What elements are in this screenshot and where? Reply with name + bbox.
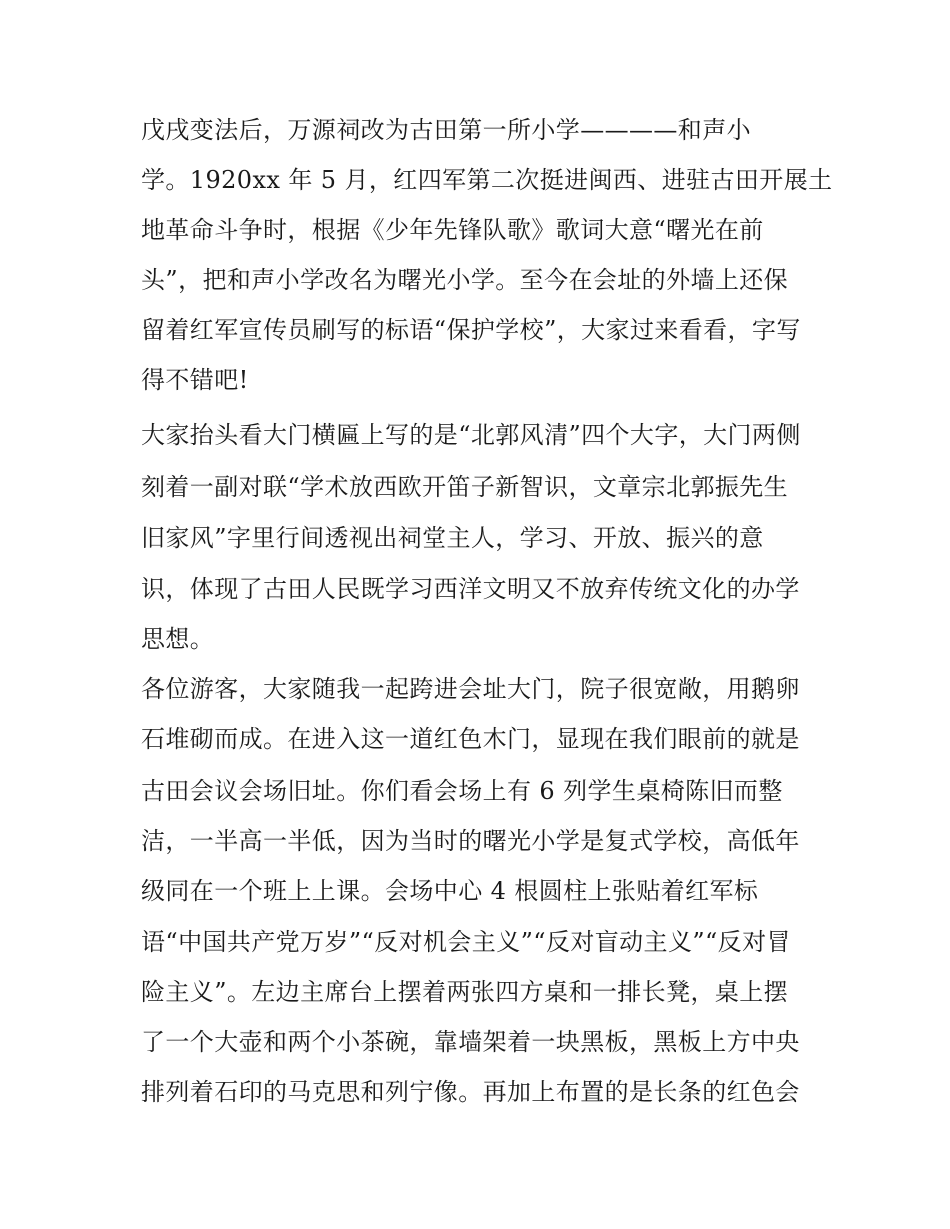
text-line: 留着红军宣传员刷写的标语“保护学校”，大家过来看看，字写: [141, 316, 801, 344]
text-line: 地革命斗争时，根据《少年先锋队歌》歌词大意“曙光在前: [141, 216, 764, 244]
text-line: 戊戌变法后，万源祠改为古田第一所小学————和声小: [141, 116, 751, 144]
text-line: 古田会议会场旧址。你们看会场上有 6 列学生桌椅陈旧而整: [141, 777, 783, 805]
text-line: 各位游客，大家随我一起跨进会址大门，院子很宽敞，用鹅卵: [141, 675, 800, 703]
text-line: 旧家风”字里行间透视出祠堂主人，学习、开放、振兴的意: [141, 524, 764, 552]
text-line: 级同在一个班上上课。会场中心 4 根圆柱上张贴着红军标: [141, 877, 759, 905]
text-line: 语“中国共产党万岁”“反对机会主义”“反对盲动主义”“反对冒: [141, 928, 791, 956]
text-line: 头”，把和声小学改名为曙光小学。至今在会址的外墙上还保: [141, 266, 789, 294]
text-line: 刻着一副对联“学术放西欧开笛子新智识，文章宗北郭振先生: [141, 473, 789, 501]
text-line: 排列着石印的马克思和列宁像。再加上布置的是长条的红色会: [141, 1078, 800, 1106]
text-line: 学。1920xx 年 5 月，红四军第二次挺进闽西、进驻古田开展土: [141, 166, 833, 194]
text-line: 石堆砌而成。在进入这一道红色木门，显现在我们眼前的就是: [141, 725, 800, 753]
text-line: 了一个大壶和两个小茶碗，靠墙架着一块黑板，黑板上方中央: [141, 1028, 800, 1056]
text-line: 大家抬头看大门横匾上写的是“北郭风清”四个大字，大门两侧: [141, 421, 801, 449]
text-line: 险主义”。左边主席台上摆着两张四方桌和一排长凳，桌上摆: [141, 978, 789, 1006]
text-line: 识，体现了古田人民既学习西洋文明又不放弃传统文化的办学: [141, 575, 800, 603]
text-line: 洁，一半高一半低，因为当时的曙光小学是复式学校，高低年: [141, 827, 800, 855]
text-line: 得不错吧!: [141, 366, 249, 394]
text-line: 思想。: [141, 625, 215, 653]
